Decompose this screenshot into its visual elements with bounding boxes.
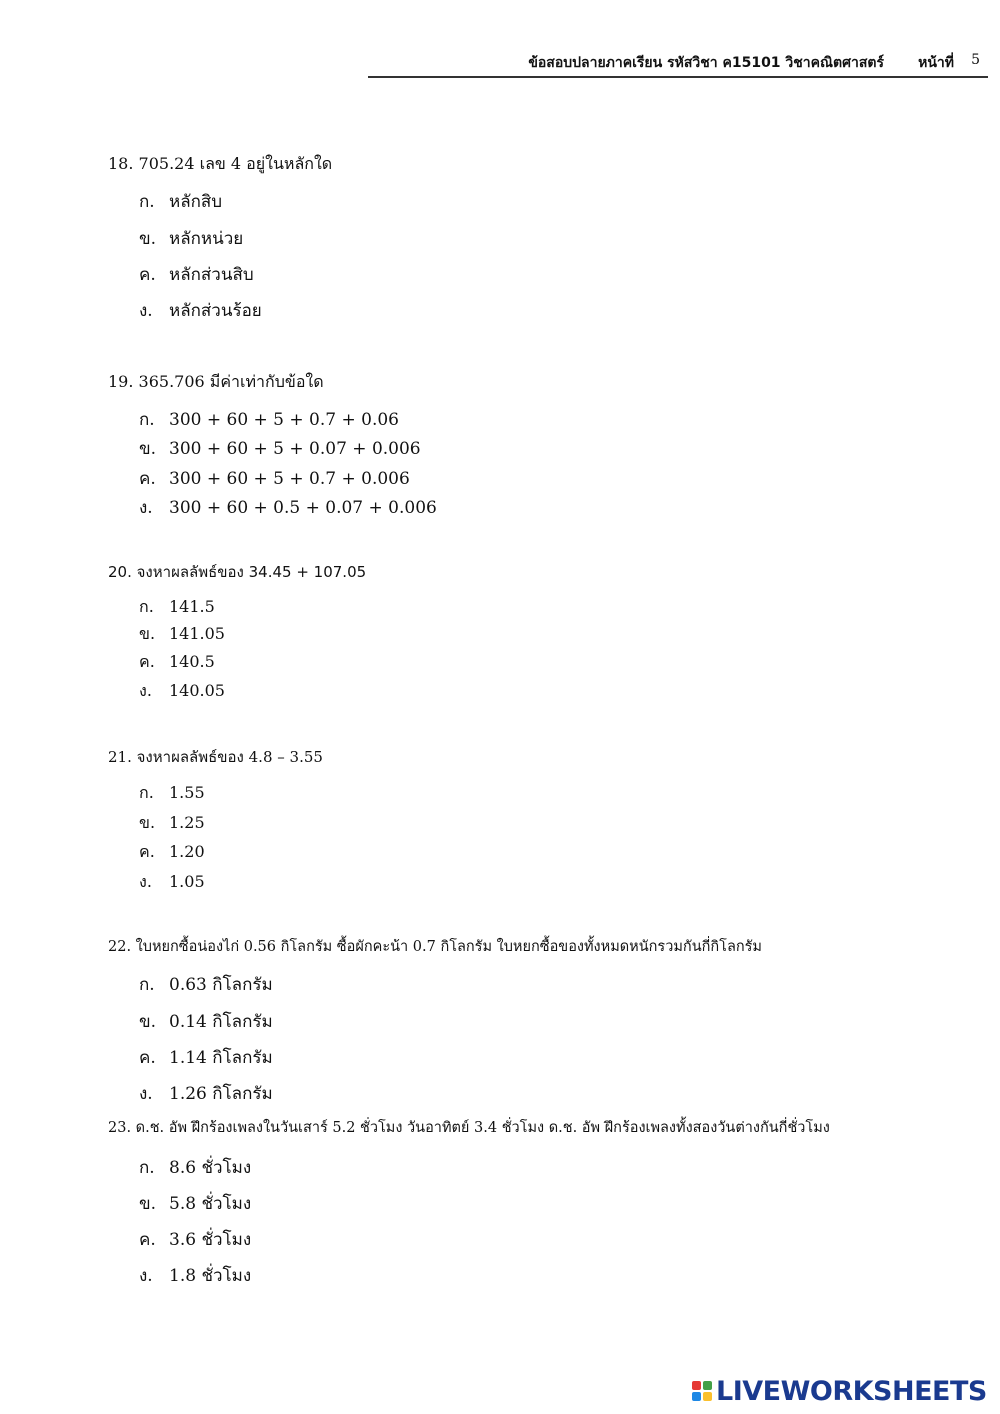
option-label: ก.	[139, 1158, 155, 1178]
option-label: ง.	[139, 1084, 153, 1104]
option-text: 140.5	[169, 652, 215, 671]
question-text: ใบหยกซื้อน่องไก่ 0.56 กิโลกรัม ซื้อผักคะน้า 0.7 กิโลกรัม ใบหยกซื้อของทั้งหมดหนักรวมกันกี่กิโลกรัม	[135, 939, 762, 955]
option-label: ง.	[139, 681, 152, 700]
option-text: 8.6 ชั่วโมง	[169, 1158, 252, 1178]
option-text: หลักหน่วย	[169, 229, 244, 249]
logo-square-green	[703, 1381, 712, 1390]
question-text: จงหาผลลัพธ์ของ 34.45 + 107.05	[136, 563, 367, 581]
option-label: ง.	[139, 301, 153, 321]
option-text: หลักส่วนสิบ	[169, 265, 254, 285]
option-text: หลักส่วนร้อย	[169, 301, 262, 321]
logo-text: LIVEWORKSHEETS	[716, 1375, 987, 1407]
option[interactable]	[139, 465, 410, 492]
option-text: 1.25	[169, 813, 205, 832]
option-label: ข.	[139, 624, 156, 643]
option[interactable]	[139, 1154, 251, 1181]
option[interactable]	[139, 261, 254, 288]
page-label: หน้าที่	[918, 55, 954, 71]
option[interactable]	[139, 870, 205, 895]
option[interactable]	[139, 435, 421, 462]
logo-square-red	[692, 1381, 701, 1390]
option-label: ค.	[139, 1048, 156, 1068]
option[interactable]	[139, 1080, 273, 1107]
option-label: ก.	[139, 597, 154, 616]
option-text: 300 + 60 + 5 + 0.7 + 0.006	[169, 469, 410, 489]
option[interactable]	[139, 297, 262, 324]
option-label: ง.	[139, 1266, 153, 1286]
option-text: 141.05	[169, 624, 225, 643]
option-text: 300 + 60 + 0.5 + 0.07 + 0.006	[169, 498, 437, 518]
option-text: 1.14 กิโลกรัม	[169, 1048, 273, 1068]
option-label: ข.	[139, 1012, 157, 1032]
option-text: 1.8 ชั่วโมง	[169, 1266, 252, 1286]
question-number: 20.	[108, 563, 132, 581]
option-label: ข.	[139, 229, 157, 249]
liveworksheets-logo[interactable]	[692, 1374, 987, 1408]
logo-square-blue	[692, 1392, 701, 1401]
option-label: ง.	[139, 498, 153, 518]
option-label: ค.	[139, 1230, 156, 1250]
option[interactable]	[139, 679, 225, 704]
option-label: ข.	[139, 439, 157, 459]
option-label: ค.	[139, 469, 156, 489]
option[interactable]	[139, 1008, 273, 1035]
logo-icon	[692, 1381, 712, 1401]
option[interactable]	[139, 971, 273, 998]
question-18	[108, 152, 332, 177]
option-label: ง.	[139, 872, 152, 891]
question-number: 19.	[108, 372, 134, 391]
option[interactable]	[139, 840, 205, 865]
option-text: 300 + 60 + 5 + 0.07 + 0.006	[169, 439, 421, 459]
option[interactable]	[139, 811, 205, 836]
option[interactable]	[139, 1190, 251, 1217]
option-label: ก.	[139, 783, 154, 802]
question-23	[108, 1116, 830, 1139]
option[interactable]	[139, 494, 437, 521]
option-text: 1.20	[169, 842, 205, 861]
option-text: 0.14 กิโลกรัม	[169, 1012, 273, 1032]
option-label: ค.	[139, 652, 155, 671]
option[interactable]	[139, 188, 222, 215]
option-text: 1.55	[169, 783, 205, 802]
option[interactable]	[139, 622, 225, 647]
option-label: ค.	[139, 265, 156, 285]
option[interactable]	[139, 225, 243, 252]
option[interactable]	[139, 595, 215, 620]
option-text: 3.6 ชั่วโมง	[169, 1230, 252, 1250]
question-number: 23.	[108, 1120, 132, 1136]
option[interactable]	[139, 781, 205, 806]
question-text: จงหาผลลัพธ์ของ 4.8 – 3.55	[136, 748, 323, 766]
option-label: ก.	[139, 410, 155, 430]
question-19	[108, 370, 324, 395]
page-header	[368, 50, 988, 78]
question-22	[108, 935, 762, 958]
option-label: ข.	[139, 1194, 157, 1214]
option-text: 0.63 กิโลกรัม	[169, 975, 273, 995]
question-text: 705.24 เลข 4 อยู่ในหลักใด	[138, 154, 333, 173]
question-21	[108, 745, 323, 769]
option-text: 1.05	[169, 872, 205, 891]
option-text: หลักสิบ	[169, 192, 223, 212]
question-text: 365.706 มีค่าเท่ากับข้อใด	[138, 372, 324, 391]
question-number: 21.	[108, 748, 132, 766]
option-label: ข.	[139, 813, 156, 832]
question-number: 18.	[108, 154, 134, 173]
option-label: ค.	[139, 842, 155, 861]
option-label: ก.	[139, 192, 155, 212]
question-number: 22.	[108, 939, 132, 955]
option[interactable]	[139, 1044, 273, 1071]
option-text: 140.05	[169, 681, 225, 700]
option-label: ก.	[139, 975, 155, 995]
question-text: ด.ช. อัพ ฝึกร้องเพลงในวันเสาร์ 5.2 ชั่วโมง วันอาทิตย์ 3.4 ชั่วโมง ด.ช. อัพ ฝึกร้องเพลงทั้งสองวันต่างกันกี่ชั่วโมง	[135, 1120, 830, 1136]
option-text: 5.8 ชั่วโมง	[169, 1194, 252, 1214]
option[interactable]	[139, 650, 215, 675]
option-text: 300 + 60 + 5 + 0.7 + 0.06	[169, 410, 399, 430]
option-text: 1.26 กิโลกรัม	[169, 1084, 273, 1104]
option-text: 141.5	[169, 597, 215, 616]
question-20	[108, 560, 366, 584]
option[interactable]	[139, 1226, 251, 1253]
exam-title: ข้อสอบปลายภาคเรียน รหัสวิชา ค15101 วิชาคณิตศาสตร์	[528, 55, 884, 71]
option[interactable]	[139, 1262, 251, 1289]
page-number: 5	[971, 52, 980, 68]
option[interactable]	[139, 406, 399, 433]
logo-square-yellow	[703, 1392, 712, 1401]
